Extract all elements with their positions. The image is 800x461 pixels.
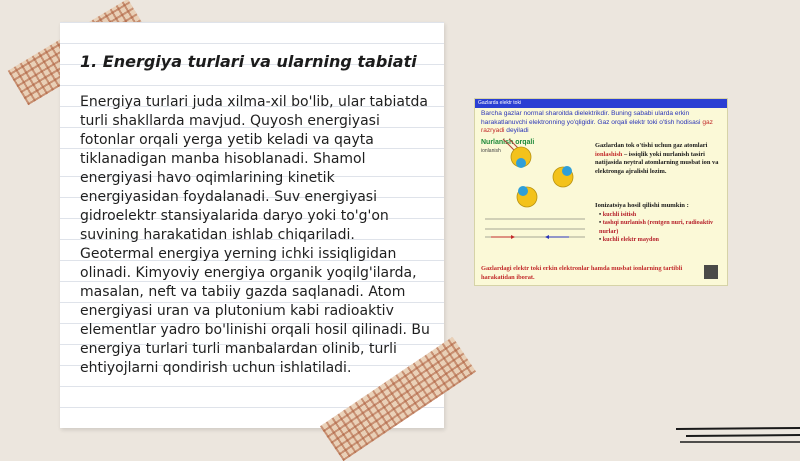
nurlanish-label: Nurlanish orqali <box>481 139 535 146</box>
list-item: • kuchli elektr maydon <box>599 236 727 244</box>
ionization-heading: Ionizatsiya hosil qilishi mumkin : <box>595 202 689 209</box>
electron-particle <box>562 166 572 176</box>
ray-line <box>503 139 515 151</box>
body-paragraph: Energiya turlari juda xilma-xil bo'lib, ular tabiatda turli shakllarda mavjud. Quyosh energiyasi fotonlar orqali yerga yetib keladi va qayta tiklanadigan manba hisoblanadi. Shamol energiyasi havo oqimlarining kinetik energiyasidan foydalanadi. Suv energiyasi gidroelektr stansiyalarida daryo yoki to'g'on suvining harakatidan ishlab chiqariladi. Geotermal energiya yerning ichki issiqligidan olinadi. Kimyoviy energiya organik yoqilg'ilarda, masalan, neft va tabiiy gazda saqlanadi. Atom energiyasi uran va plutonium kabi radioaktiv elementlar yadro bo'linishi orqali hosil qilinadi. Bu energiya turlari turli manbalardan olinib, turli ehtiyojlarni qondirish uchun ishlatiladi. <box>80 94 430 376</box>
slide-intro-text: Barcha gazlar normal sharoitda dielektrikdir. Buning sababi ularda erkin harakatlanuvchi elektronning yo'qligidir. Gaz orqali elektr toki o'tish hodisasi gaz razryadi deyiladi <box>481 110 713 134</box>
slide-footer-text: Gazlardagi elektr toki erkin elektronlar hamda musbat ionlarning tartibli harakatidan iborat. <box>481 265 683 281</box>
slide-header-bar <box>475 99 727 108</box>
electron-particle <box>516 158 526 168</box>
list-item: • kuchli isitish <box>599 211 727 219</box>
slide-image <box>474 98 728 286</box>
deco-line <box>686 435 800 436</box>
list-item: • tashqi nurlanish (rentgen nuri, radioaktiv nurlar) <box>599 219 727 236</box>
slide-corner-square <box>704 265 718 279</box>
electron-arrow-head <box>545 235 549 239</box>
ionization-description: Gazlardan tok o'tishi uchun gaz atomlari ionlashish – issiqlik yoki nurlanish tasiri natijasida neytral atomlarning musbat ion va elektronga ajralishi lozim. <box>595 142 719 175</box>
nurlanish-sub-label: ionlanish <box>481 148 501 154</box>
page-title: 1. Energiya turlari va ularning tabiati <box>80 52 417 71</box>
deco-line <box>676 428 800 429</box>
slide-header-text: Gazlarda elektr toki <box>478 100 522 106</box>
ionization-list <box>599 211 727 244</box>
ion-arrow-head <box>511 235 515 239</box>
decorative-lines <box>676 426 800 446</box>
ionization-diagram <box>475 137 595 265</box>
electron-particle <box>518 186 528 196</box>
